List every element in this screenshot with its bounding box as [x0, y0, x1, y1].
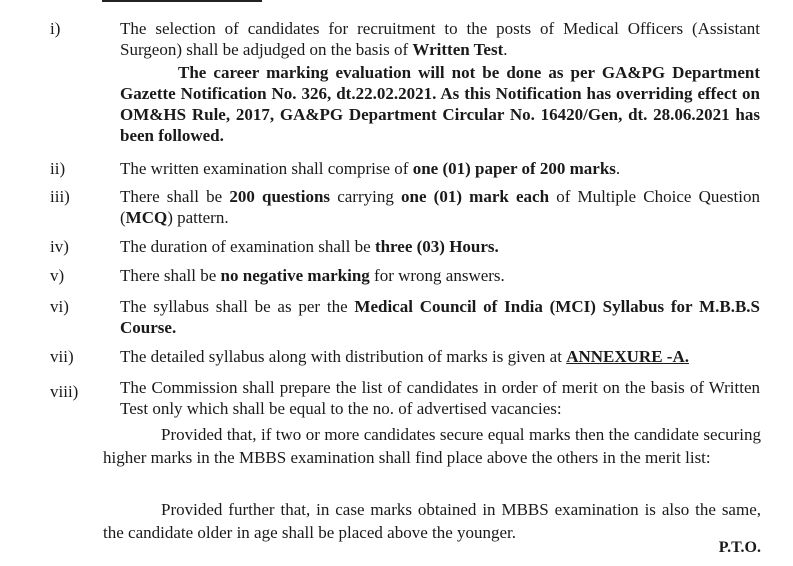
item-number: i) — [50, 19, 61, 38]
item-text — [120, 296, 760, 338]
item-text — [120, 186, 760, 228]
item-number: vii) — [50, 347, 74, 366]
bold-text-run: 200 questions — [229, 187, 331, 206]
item-text — [120, 346, 760, 367]
item-number: iv) — [50, 237, 69, 256]
text-run: . — [615, 159, 621, 178]
text-run: . — [503, 40, 508, 59]
text-run: carrying — [330, 187, 401, 206]
item-number: ii) — [50, 159, 66, 178]
annexure-reference: ANNEXURE -A. — [566, 347, 689, 366]
bold-text-run: no negative marking — [220, 266, 370, 285]
item-number: v) — [50, 266, 65, 285]
text-run: The written examination shall comprise of — [120, 159, 413, 178]
proviso-paragraph: Provided that, if two or more candidates secure equal marks then the candidate securing higher marks in the MBBS examination shall find place above the others in the merit list: — [103, 425, 761, 467]
text-run: There shall be — [120, 187, 230, 206]
text-run: There shall be — [120, 266, 221, 285]
item-number: iii) — [50, 187, 70, 206]
page-turn-marker: P.T.O. — [718, 539, 761, 556]
text-run: The duration of examination shall be — [120, 237, 375, 256]
item-text — [120, 158, 760, 179]
item-text — [120, 236, 760, 257]
text-run: The selection of candidates for recruitment to the posts of Medical Officers (Assistant Surgeon) shall be adjudged on the basis of — [120, 19, 760, 59]
item-text — [120, 377, 760, 419]
text-run: for wrong answers. — [369, 266, 505, 285]
proviso-paragraph: Provided further that, in case marks obtained in MBBS examination is also the same, the candidate older in age shall be placed above the younger. — [103, 500, 761, 542]
bold-text-run: MCQ — [125, 208, 168, 227]
bold-text-run: three (03) Hours. — [374, 237, 499, 256]
item-number: viii) — [50, 382, 79, 401]
text-run: The syllabus shall be as per the — [120, 297, 355, 316]
bold-text-run: one (01) mark each — [401, 187, 550, 206]
item-text — [120, 18, 760, 60]
text-run: of Multiple Choice Question ( — [120, 187, 760, 227]
heading-underline — [102, 0, 262, 2]
text-run: The Commission shall prepare the list of candidates in order of merit on the basis of Written Test only which shall be equal to the no. of advertised vacancies: — [120, 378, 760, 418]
career-marking-note: The career marking evaluation will not be done as per GA&PG Department Gazette Notification No. 326, dt.22.02.2021. As this Notification has overriding effect on OM&HS Rule, 2017, GA&PG Department Circular No. 16420/Gen, dt. 28.06.2021 has been followed. — [120, 63, 760, 145]
text-run: The detailed syllabus along with distribution of marks is given at — [120, 347, 567, 366]
bold-text-run: one (01) paper of 200 marks — [412, 159, 616, 178]
bold-text-run: Written Test — [412, 40, 504, 59]
text-run: ) pattern. — [167, 208, 229, 227]
bold-text-run: Medical Council of India (MCI) Syllabus for M.B.B.S Course. — [120, 297, 760, 337]
item-number: vi) — [50, 297, 69, 316]
item-text — [120, 265, 760, 286]
